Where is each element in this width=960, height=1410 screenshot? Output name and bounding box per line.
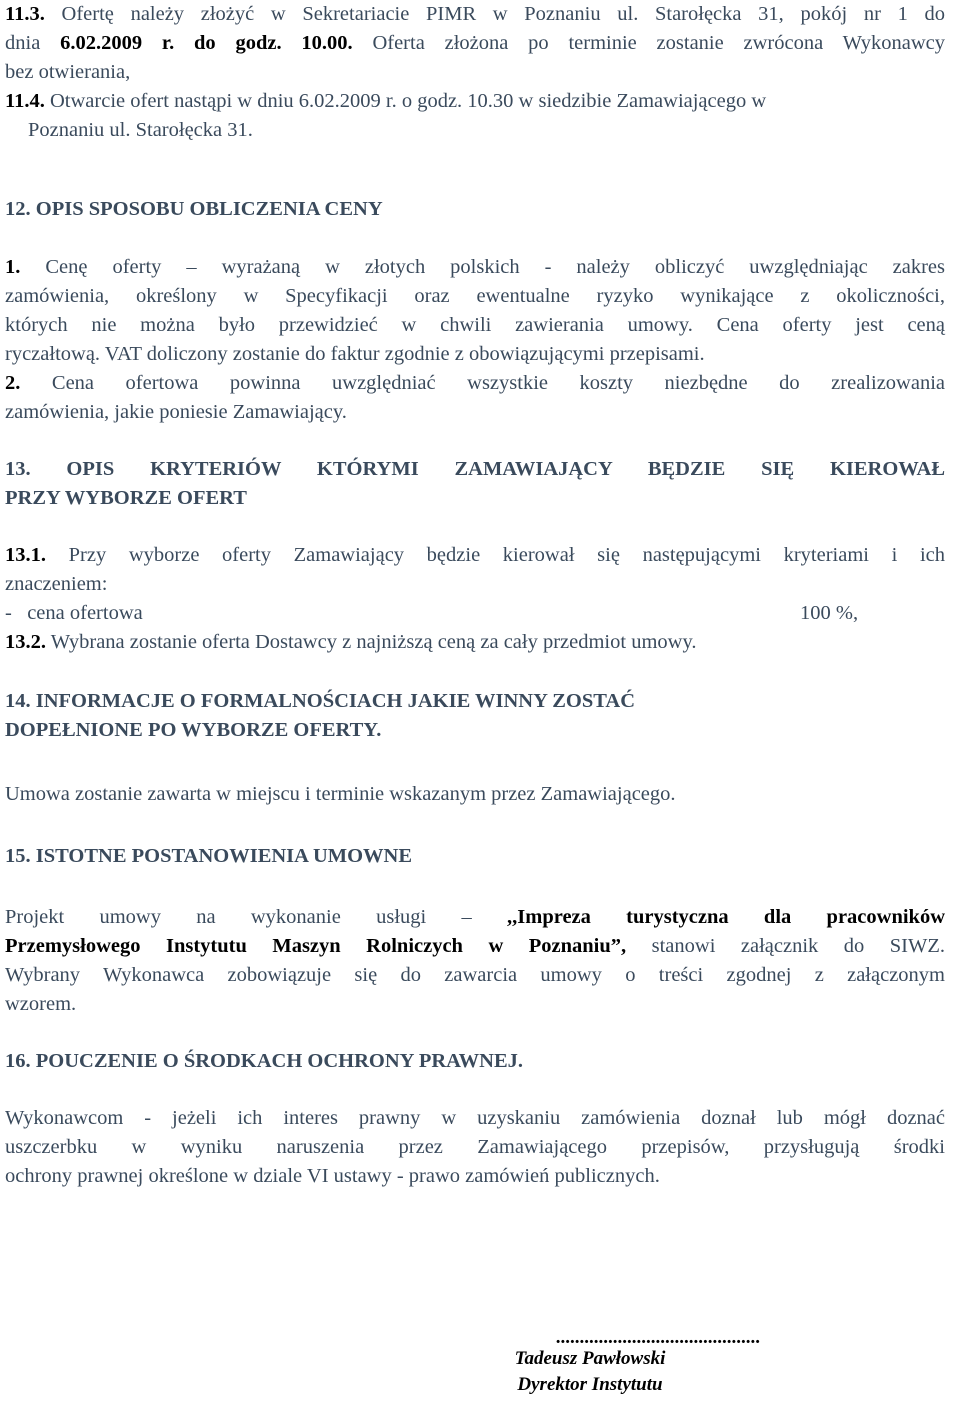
section-14-heading-line-1: 14. INFORMACJE O FORMALNOŚCIACH JAKIE WINNY ZOSTAĆ	[5, 690, 636, 712]
item-number: 1.	[5, 256, 21, 278]
paragraph-text: Cenę oferty – wyrażaną w złotych polskich - należy obliczyć uwzględniając zakres	[20, 256, 945, 278]
signatory-title: Dyrektor Instytutu	[517, 1374, 663, 1395]
signatory-name: Tadeusz Pawłowski	[514, 1348, 666, 1369]
section-13-1-line-2: znaczeniem:	[5, 573, 108, 595]
section-16-line-2: uszczerbku w wyniku naruszenia przez Zamawiającego przepisów, przysługują środki	[5, 1136, 945, 1158]
contract-subject: ,,Impreza turystyczna dla pracowników	[507, 906, 945, 928]
section-12-p1-line-3: których nie można było przewidzieć w chwili zawierania umowy. Cena oferty jest ceną	[5, 314, 945, 336]
section-13-heading-line-1: 13. OPIS KRYTERIÓW KTÓRYMI ZAMAWIAJĄCY BĘDZIE SIĘ KIEROWAŁ	[5, 458, 945, 480]
section-11-3-line-2	[5, 29, 945, 58]
section-12-p1-line-1	[5, 253, 945, 282]
item-number: 13.2.	[5, 631, 46, 653]
quote-close: ”,	[610, 935, 627, 957]
section-16-line-3: ochrony prawnej określone w dziale VI ustawy - prawo zamówień publicznych.	[5, 1165, 660, 1187]
criterion-label: - cena ofertowa	[5, 602, 143, 624]
section-13-1-line-1	[5, 541, 945, 570]
section-11-3-line-3: bez otwierania,	[5, 61, 131, 83]
signature-block	[440, 1327, 760, 1398]
section-12-heading: 12. OPIS SPOSOBU OBLICZENIA CENY	[5, 198, 383, 220]
section-14-heading-line-2: DOPEŁNIONE PO WYBORZE OFERTY.	[5, 719, 382, 741]
criterion-value: 100 %,	[800, 602, 859, 624]
paragraph-text: Otwarcie ofert nastąpi w dniu 6.02.2009 r. o godz. 10.30 w siedzibie Zamawiającego w	[44, 90, 767, 112]
section-12-p1-line-2: zamówienia, określony w Specyfikacji oraz ewentualne ryzyko wynikające z okoliczności,	[5, 285, 945, 307]
section-12-p1-line-4: ryczałtową. VAT doliczony zostanie do faktur zgodnie z obowiązującymi przepisami.	[5, 343, 705, 365]
paragraph-text: Ofertę należy złożyć w Sekretariacie PIMR w Poznaniu ul. Starołęcka 31, pokój nr 1 do	[44, 3, 945, 25]
paragraph-text: Cena ofertowa powinna uwzględniać wszystkie koszty niezbędne do zrealizowania	[20, 372, 945, 394]
section-number: 11.3.	[5, 3, 45, 25]
section-14-text: Umowa zostanie zawarta w miejscu i terminie wskazanym przez Zamawiającego.	[5, 783, 676, 805]
section-15-heading: 15. ISTOTNE POSTANOWIENIA UMOWNE	[5, 845, 413, 867]
section-15-line-2	[5, 932, 945, 961]
deadline-date: 6.02.2009 r. do godz. 10.00.	[60, 32, 353, 54]
paragraph-text: Projekt umowy na wykonanie usługi –	[5, 906, 508, 928]
contract-subject: Przemysłowego Instytutu Maszyn Rolniczych w Poznaniu	[5, 935, 611, 957]
section-11-4-line-1	[5, 87, 766, 116]
section-16-line-1: Wykonawcom - jeżeli ich interes prawny w uzyskaniu zamówienia doznał lub mógł doznać	[5, 1107, 945, 1129]
signature-dots: ...........................................	[555, 1327, 760, 1348]
section-13-heading-line-2: PRZY WYBORZE OFERT	[5, 487, 247, 509]
paragraph-text: dnia	[5, 32, 61, 54]
section-12-p2-line-1	[5, 369, 945, 398]
section-13-2-line	[5, 628, 697, 657]
section-16-heading: 16. POUCZENIE O ŚRODKACH OCHRONY PRAWNEJ.	[5, 1050, 524, 1072]
section-11-3-line-1	[5, 0, 945, 29]
section-number: 11.4.	[5, 90, 45, 112]
section-15-line-3: Wybrany Wykonawca zobowiązuje się do zawarcia umowy o treści zgodnej z załączonym	[5, 964, 945, 986]
section-12-p2-line-2: zamówienia, jakie poniesie Zamawiający.	[5, 401, 347, 423]
item-number: 13.1.	[5, 544, 46, 566]
section-15-line-4: wzorem.	[5, 993, 77, 1015]
paragraph-text: Oferta złożona po terminie zostanie zwrócona Wykonawcy	[352, 32, 945, 54]
section-15-line-1	[5, 903, 945, 932]
paragraph-text: Przy wyborze oferty Zamawiający będzie kierował się następującymi kryteriami i ich	[46, 544, 945, 566]
paragraph-text: stanowi załącznik do SIWZ.	[626, 935, 945, 957]
paragraph-text: Wybrana zostanie oferta Dostawcy z najniższą ceną za cały przedmiot umowy.	[46, 631, 697, 653]
section-11-4-line-2: Poznaniu ul. Starołęcka 31.	[28, 119, 253, 141]
item-number: 2.	[5, 372, 21, 394]
